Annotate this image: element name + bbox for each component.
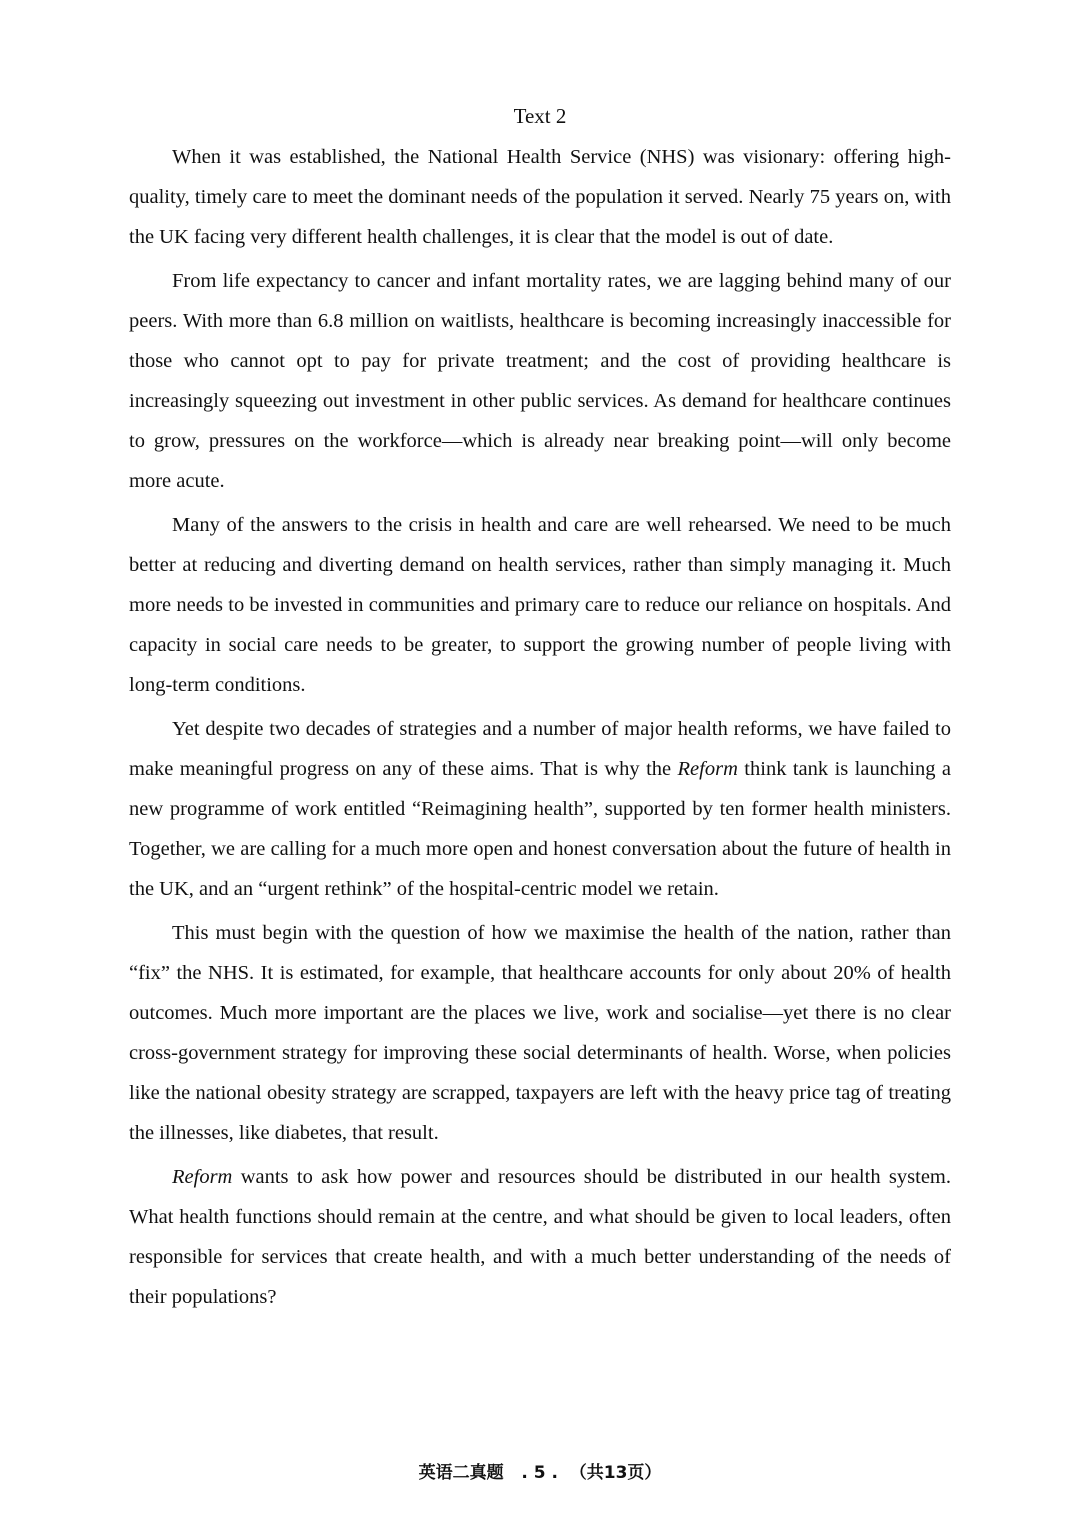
italic-term-reform: Reform <box>172 1166 233 1188</box>
paragraph-text: When it was established, the National Health Service (NHS) was visionary: offering high-quality, timely care to meet the dominant needs of the population it served. Nearly 75 years on, with the UK facing very different health challenges, it is clear that the model is out of date. <box>129 146 951 248</box>
paragraph-text: This must begin with the question of how we maximise the health of the nation, rather than “fix” the NHS. It is estimated, for example, that healthcare accounts for only about 20% of health outcomes. Much more important are the places we live, work and socialise—yet there is no clear cross-government strategy for improving these social determinants of health. Worse, when policies like the national obesity strategy are scrapped, taxpayers are left with the heavy price tag of treating the illnesses, like diabetes, that result. <box>129 922 951 1144</box>
paragraph-2 <box>129 261 951 501</box>
paragraph-text: From life expectancy to cancer and infant mortality rates, we are lagging behind many of our peers. With more than 6.8 million on waitlists, healthcare is becoming increasingly inaccessible for those who cannot opt to pay for private treatment; and the cost of providing healthcare is increasingly squeezing out investment in other public services. As demand for healthcare continues to grow, pressures on the workforce—which is already near breaking point—will only become more acute. <box>129 270 951 492</box>
paragraph-5 <box>129 913 951 1153</box>
paragraph-text: think tank is launching a new programme of work entitled “Reimagining health”, supported by ten former health ministers. Together, we are calling for a much more open and honest conversation about the future of health in the UK, and an “urgent rethink” of the hospital-centric model we retain. <box>129 758 952 900</box>
paragraph-1 <box>129 137 951 257</box>
paragraph-text: Yet despite two decades of strategies and a number of major health reforms, we have failed to make meaningful progress on any of these aims. That is why the <box>129 718 951 780</box>
page-footer: 英语二真题 . 5 . （共13页） <box>418 1463 662 1483</box>
paragraph-text: Many of the answers to the crisis in health and care are well rehearsed. We need to be much better at reducing and diverting demand on health services, rather than simply managing it. Much more needs to be invested in communities and primary care to reduce our reliance on hospitals. And capacity in social care needs to be greater, to support the growing number of people living with long-term conditions. <box>129 514 951 696</box>
paragraph-text: wants to ask how power and resources should be distributed in our health system. What health functions should remain at the centre, and what should be given to local leaders, often responsible for services that create health, and with a much better understanding of the needs of their populations? <box>129 1166 951 1308</box>
text-title: Text 2 <box>513 104 567 128</box>
italic-term-reform: Reform <box>677 758 738 780</box>
article-body <box>129 137 951 1321</box>
paragraph-6 <box>129 1157 951 1317</box>
paragraph-4 <box>129 709 951 909</box>
paragraph-3 <box>129 505 951 705</box>
